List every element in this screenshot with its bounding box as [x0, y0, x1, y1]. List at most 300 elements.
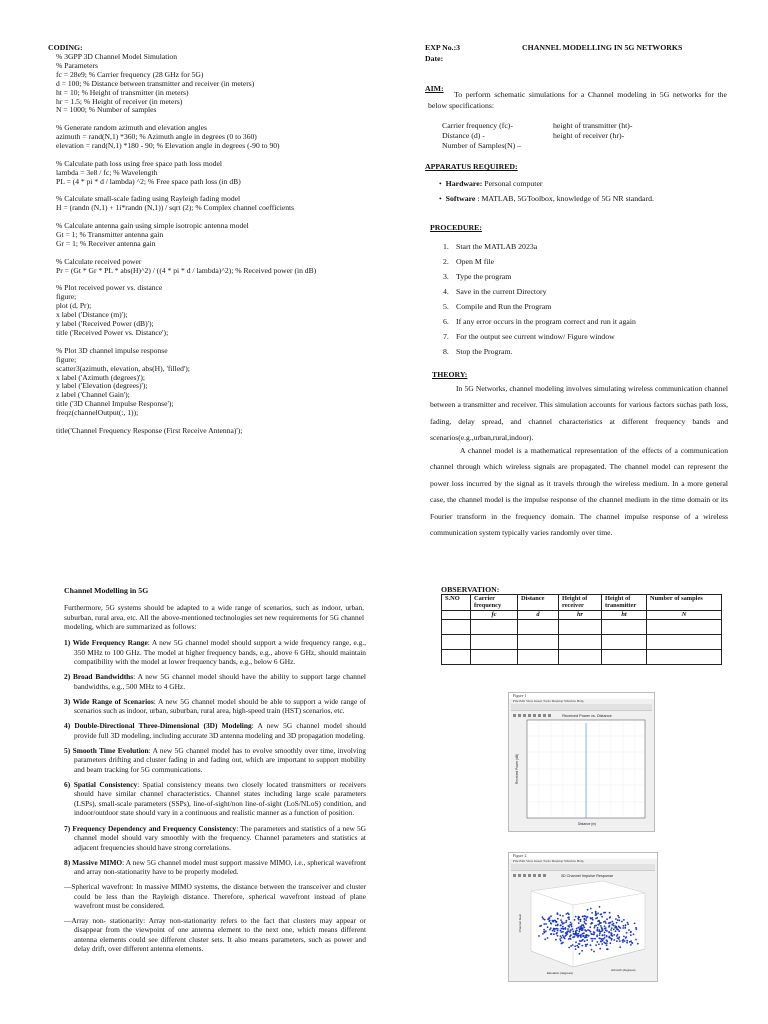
scatter-point	[627, 922, 629, 924]
scatter-point	[617, 929, 619, 931]
scatter-point	[562, 931, 564, 933]
scatter-point	[593, 933, 595, 935]
scatter-point	[625, 924, 627, 926]
scatter-point	[544, 938, 546, 940]
scatter-point	[599, 922, 601, 924]
scatter-point	[609, 942, 611, 944]
dash-item: —Array non- stationarity: Array non-stationarity refers to the fact that clusters may appear or disappear from the viewpoint of one antenna element to the next one, which means different antenna elements could see different cluster sets. It also means parameters, such as power and delay drift, over different antenna elements.	[64, 915, 366, 954]
theory-paragraph-2: A channel model is a mathematical representation of the effects of a communication channel through which wireless signals are propagated. The channel model can represent the power loss incurred by the signal as it travels through the wireless medium. In a more general case, the channel model is the impulse response of the channel medium in the time domain or its Fourier transform in the frequency domain. The channel impulse response of a wireless communication system typically varies randomly over time.	[430, 446, 728, 538]
header-carrier: Carrier frequency	[471, 595, 518, 611]
scatter-point	[583, 925, 585, 927]
symbol-fc: fc	[471, 611, 518, 620]
scatter-point	[572, 931, 574, 933]
header-distance: Distance	[518, 595, 559, 611]
scatter-point	[589, 930, 591, 932]
scatter-point	[600, 913, 602, 915]
experiment-title: CHANNEL MODELLING IN 5G NETWORKS	[522, 43, 683, 52]
code-line: d = 100; % Distance between transmitter and receiver (in meters)	[56, 78, 255, 88]
scatter-point	[619, 946, 621, 948]
scatter-point	[574, 945, 576, 947]
figure-2-menu: File Edit View Insert Tools Desktop Window Help	[513, 859, 584, 863]
code-line: % Calculate antenna gain using simple isotropic antenna model	[56, 221, 249, 231]
scatter-point	[596, 941, 598, 943]
scatter-point	[628, 929, 630, 931]
scatter-point	[605, 922, 607, 924]
scatter-point	[599, 948, 601, 950]
scatter-point	[545, 923, 547, 925]
scatter-point	[622, 940, 624, 942]
scatter-point	[626, 942, 628, 944]
scatter-point	[595, 944, 597, 946]
figure-2-window	[508, 852, 658, 982]
scatter-point	[578, 931, 580, 933]
scatter-point	[591, 917, 593, 919]
scatter-point	[613, 934, 615, 936]
code-line: ht = 10; % Height of transmitter (in meters)	[56, 87, 189, 97]
scatter-point	[634, 923, 636, 925]
scatter-point	[549, 929, 551, 931]
scatter-point	[576, 933, 578, 935]
scatter-point	[611, 939, 613, 941]
scatter-point	[603, 938, 605, 940]
scatter-point	[597, 912, 599, 914]
figure-2-ylabel: Azimuth (degrees)	[611, 968, 636, 972]
channel-heading: Channel Modelling in 5G	[64, 586, 149, 595]
figure-1-window	[508, 692, 655, 832]
figure-2-toolbar	[511, 864, 655, 871]
scatter-point	[581, 929, 583, 931]
scatter-point	[601, 930, 603, 932]
scatter-point	[620, 927, 622, 929]
scatter-point	[591, 940, 593, 942]
code-line: Gt = 1; % Transmitter antenna gain	[56, 230, 164, 240]
scatter-point	[567, 928, 569, 930]
code-line: x label ('Azimuth (degrees)');	[56, 372, 145, 382]
scatter-point	[543, 929, 545, 931]
scatter-point	[601, 943, 603, 945]
scatter-point	[561, 928, 563, 930]
scatter-point	[595, 912, 597, 914]
scatter-point	[567, 917, 569, 919]
scatter-point	[582, 916, 584, 918]
scatter-point	[633, 933, 635, 935]
scatter-point	[580, 919, 582, 921]
scatter-point	[572, 936, 574, 938]
scatter-point	[615, 930, 617, 932]
scatter-point	[567, 931, 569, 933]
scatter-point	[635, 939, 637, 941]
scatter-point	[570, 929, 572, 931]
scatter-point	[576, 930, 578, 932]
figure-2-plot-title: 3D Channel Impulse Response	[560, 874, 614, 878]
scatter-point	[609, 922, 611, 924]
apparatus-item-hardware: • Hardware: Personal computer	[439, 179, 543, 188]
figure-1-toolbar	[511, 704, 652, 711]
apparatus-item-software: • Software : MATLAB, 5GToolbox, knowledge of 5G NR standard.	[439, 194, 654, 203]
scatter-point	[563, 937, 565, 939]
scatter-point	[574, 919, 576, 921]
scatter-point	[604, 925, 606, 927]
scatter-point	[560, 940, 562, 942]
scatter-point	[596, 936, 598, 938]
theory-heading: THEORY:	[432, 370, 468, 379]
figure-2-zlabel: Channel Gain	[518, 913, 522, 933]
scatter-point	[591, 933, 593, 935]
scatter-point	[569, 938, 571, 940]
code-line: % Calculate received power	[56, 256, 142, 266]
scatter-point	[595, 925, 597, 927]
scatter-point	[627, 923, 629, 925]
code-line: y label ('Received Power (dB)');	[56, 319, 154, 329]
code-line: H = (randn (N,1) + 1i*randn (N,1)) / sqrt (2); % Complex channel coefficients	[56, 203, 295, 213]
scatter-point	[542, 933, 544, 935]
scatter-point	[579, 935, 581, 937]
scatter-point	[551, 933, 553, 935]
code-line: title ('Received Power vs. Distance');	[56, 328, 169, 337]
figure-1-plot	[509, 711, 654, 831]
scatter-point	[579, 953, 581, 955]
symbol-d: d	[518, 611, 559, 620]
code-line: fc = 28e9; % Carrier frequency (28 GHz for 5G)	[56, 69, 204, 79]
header-samples: Number of samples	[647, 595, 722, 611]
spec-left	[442, 121, 552, 150]
scatter-point	[576, 945, 578, 947]
scatter-point	[557, 918, 559, 920]
scatter-point	[613, 929, 615, 931]
scatter-point	[581, 926, 583, 928]
scatter-point	[599, 906, 601, 908]
code-line: figure;	[56, 354, 77, 364]
scatter-point	[591, 922, 593, 924]
scatter-point	[596, 930, 598, 932]
spec-distance: Distance (d) -	[442, 130, 485, 140]
code-line: freqz(channelOutput(:, 1));	[56, 408, 139, 418]
scatter-point	[616, 940, 618, 942]
scatter-point	[584, 915, 586, 917]
scatter-point	[624, 927, 626, 929]
date-label: Date:	[425, 54, 444, 63]
scatter-point	[596, 917, 598, 919]
scatter-point	[584, 940, 586, 942]
scatter-point	[559, 914, 561, 916]
scatter-point	[592, 938, 594, 940]
scatter-point	[562, 915, 564, 917]
scatter-point	[560, 919, 562, 921]
scatter-point	[619, 940, 621, 942]
scatter-point	[590, 938, 592, 940]
scatter-point	[589, 926, 591, 928]
scatter-point	[562, 935, 564, 937]
scatter-point	[635, 927, 637, 929]
scatter-point	[544, 932, 546, 934]
scatter-point	[606, 942, 608, 944]
scatter-point	[543, 923, 545, 925]
scatter-point	[592, 919, 594, 921]
spec-right	[553, 121, 693, 141]
code-line: % Plot received power vs. distance	[56, 283, 163, 293]
scatter-point	[552, 920, 554, 922]
procedure-list	[443, 239, 723, 359]
scatter-point	[608, 922, 610, 924]
procedure-step: 1. Start the MATLAB 2023a	[443, 242, 538, 251]
scatter-point	[561, 943, 563, 945]
scatter-point	[562, 926, 564, 928]
code-line: scatter3(azimuth, elevation, abs(H), 'filled');	[56, 363, 190, 373]
scatter-point	[585, 919, 587, 921]
scatter-point	[542, 916, 544, 918]
scatter-point	[622, 927, 624, 929]
scatter-point	[630, 944, 632, 946]
observation-table	[441, 594, 722, 665]
scatter-point	[572, 944, 574, 946]
scatter-point	[583, 918, 585, 920]
scatter-point	[637, 943, 639, 945]
scatter-point	[626, 940, 628, 942]
scatter-point	[572, 928, 574, 930]
scatter-point	[621, 921, 623, 923]
scatter-point	[599, 934, 601, 936]
scatter-point	[597, 924, 599, 926]
scatter-point	[617, 919, 619, 921]
scatter-point	[599, 929, 601, 931]
scatter-point	[581, 945, 583, 947]
scatter-point	[600, 925, 602, 927]
scatter-point	[614, 927, 616, 929]
procedure-step: 7. For the output see current window/ Figure window	[443, 332, 615, 341]
scatter-point	[609, 937, 611, 939]
scatter-point	[585, 944, 587, 946]
scatter-point	[601, 928, 603, 930]
scatter-point	[609, 925, 611, 927]
scatter-point	[582, 939, 584, 941]
procedure-step: 8. Stop the Program.	[443, 347, 513, 356]
scatter-point	[604, 934, 606, 936]
table-row	[442, 650, 722, 665]
header-transmitter: Height of transmitter	[602, 595, 647, 611]
requirement-item: 5) Smooth Time Evolution: A new 5G channel model has to evolve smoothly over time, involving parameters drifting and cluster fading in and fading out, which are important to support mobility and beam tracking for 5G communications.	[64, 745, 366, 774]
scatter-point	[556, 932, 558, 934]
scatter-point	[561, 937, 563, 939]
code-line: Pr = (Gt * Gr * PL * abs(H)^2) / ((4 * pi * d / lambda)^2); % Received power (in dB)	[56, 265, 317, 275]
figure-2-xlabel: Elevation (degrees)	[547, 971, 574, 975]
code-line: azimuth = rand(N,1) *360; % Azimuth angle in degrees (0 to 360)	[56, 132, 257, 142]
requirement-item: 6) Spatial Consistency: Spatial consistency means two closely located transmitters or receivers should have similar channel characteristics. Channel states including large scale parameters (LSPs), small-scale parameters (SSPs), line-of-sight/non line-of-sight (LoS/NLoS) condition, and indoor/outdoor state should vary in a continuous and realistic manner as a function of position.	[64, 779, 366, 818]
figure-2-title-bar: Figure 2	[509, 853, 657, 859]
scatter-point	[619, 919, 621, 921]
scatter-point	[545, 930, 547, 932]
scatter-point	[548, 920, 550, 922]
scatter-point	[588, 935, 590, 937]
header-sno: S.NO	[442, 595, 471, 611]
requirement-item: 7) Frequency Dependency and Frequency Consistency: The parameters and statistics of a new 5G channel model should vary smoothly with the frequency. Channel parameters and statistics at adjacent frequencies should have strong correlations.	[64, 823, 366, 852]
scatter-point	[623, 919, 625, 921]
scatter-point	[584, 937, 586, 939]
channel-intro: Furthermore, 5G systems should be adapted to a wide range of scenarios, such as indoor, urban, suburban, rural area, etc. All the above-mentioned technologies set new requirements for 5G channel modeling, which are summarized as follows:	[64, 603, 364, 631]
scatter-point	[623, 936, 625, 938]
dash-item: —Spherical wavefront: In massive MIMO systems, the distance between the transceiver and cluster could be less than the Rayleigh distance. Therefore, spherical wavefront instead of plane wavefront must be considered.	[64, 882, 366, 911]
code-line: % Generate random azimuth and elevation angles	[56, 123, 207, 133]
procedure-step: 4. Save in the current Directory	[443, 287, 547, 296]
spec-carrier: Carrier frequency (fc)-	[442, 121, 513, 130]
scatter-point	[555, 925, 557, 927]
scatter-point	[547, 926, 549, 928]
table-header-row	[442, 595, 722, 611]
symbol-n: N	[647, 611, 722, 620]
scatter-point	[557, 930, 559, 932]
scatter-point	[616, 922, 618, 924]
code-line: z label ('Channel Gain');	[56, 390, 130, 400]
scatter-point	[583, 921, 585, 923]
scatter-point	[584, 927, 586, 929]
scatter-point	[581, 950, 583, 952]
scatter-point	[606, 930, 608, 932]
scatter-point	[594, 932, 596, 934]
scatter-point	[597, 927, 599, 929]
scatter-point	[579, 943, 581, 945]
scatter-point	[585, 930, 587, 932]
scatter-point	[590, 908, 592, 910]
scatter-point	[590, 944, 592, 946]
scatter-point	[618, 926, 620, 928]
coding-heading: CODING:	[48, 43, 83, 52]
requirement-item: 3) Wide Range of Scenarios: A new 5G channel model should be able to support a wide range of scenarios such as indoor, urban, suburban, rural area, high-speed train (HST) scenarios, etc.	[64, 696, 366, 716]
scatter-point	[550, 915, 552, 917]
scatter-point	[611, 934, 613, 936]
scatter-point	[565, 913, 567, 915]
scatter-point	[613, 923, 615, 925]
scatter-point	[570, 934, 572, 936]
scatter-point	[555, 939, 557, 941]
scatter-point	[570, 945, 572, 947]
scatter-point	[598, 921, 600, 923]
code-line: % Plot 3D channel impulse response	[56, 345, 168, 355]
code-line: y label ('Elevation (degrees)');	[56, 381, 148, 391]
code-line: % Calculate small-scale fading using Rayleigh fading model	[56, 194, 241, 204]
scatter-point	[568, 926, 570, 928]
observation-heading: OBSERVATION:	[441, 585, 500, 594]
table-row	[442, 635, 722, 650]
scatter-point	[579, 940, 581, 942]
scatter-point	[573, 933, 575, 935]
scatter-point	[615, 925, 617, 927]
scatter-point	[553, 933, 555, 935]
code-line: plot (d, Pr);	[56, 301, 92, 311]
header-receiver: Height of receiver	[559, 595, 602, 611]
scatter-point	[569, 924, 571, 926]
spec-ht: height of transmitter (ht)-	[553, 121, 633, 130]
aim-heading: AIM:	[425, 84, 444, 93]
scatter-point	[554, 920, 556, 922]
code-line: lambda = 3e8 / fc; % Wavelength	[56, 167, 158, 177]
code-line: % 3GPP 3D Channel Model Simulation	[56, 52, 178, 61]
scatter-point	[606, 939, 608, 941]
scatter-point	[613, 939, 615, 941]
scatter-point	[563, 922, 565, 924]
scatter-point	[624, 940, 626, 942]
table-symbol-row	[442, 611, 722, 620]
scatter-point	[617, 915, 619, 917]
symbol-ht: ht	[602, 611, 647, 620]
symbol-hr: hr	[559, 611, 602, 620]
scatter-point	[538, 935, 540, 937]
scatter-point	[607, 948, 609, 950]
spec-samples: Number of Samples(N) –	[442, 140, 522, 150]
scatter-point	[587, 909, 589, 911]
scatter-point	[556, 921, 558, 923]
scatter-point	[568, 913, 570, 915]
scatter-point	[598, 943, 600, 945]
scatter-point	[575, 941, 577, 943]
scatter-point	[581, 924, 583, 926]
code-line: title('Channel Frequency Response (First Receive Antenna)');	[56, 425, 243, 435]
scatter-point	[596, 914, 598, 916]
scatter-point	[593, 951, 595, 953]
code-line: Gr = 1; % Receiver antenna gain	[56, 238, 156, 248]
code-line: PL = (4 * pi * d / lambda) ^2; % Free space path loss (in dB)	[56, 176, 241, 186]
scatter-point	[603, 921, 605, 923]
scatter-point	[625, 936, 627, 938]
procedure-step: 2. Open M file	[443, 257, 495, 266]
exp-number: EXP No.:3	[425, 43, 461, 52]
scatter-point	[601, 938, 603, 940]
scatter-point	[587, 916, 589, 918]
scatter-point	[544, 919, 546, 921]
code-block	[56, 53, 316, 436]
scatter-point	[594, 938, 596, 940]
apparatus-heading: APPARATUS REQUIRED:	[425, 162, 518, 171]
scatter-point	[586, 934, 588, 936]
scatter-point	[630, 931, 632, 933]
scatter-point	[611, 921, 613, 923]
scatter-point	[594, 927, 596, 929]
scatter-point	[577, 918, 579, 920]
code-line: N = 1000; % Number of samples	[56, 105, 157, 115]
figure-1-plot-title: Received Power vs. Distance	[562, 714, 612, 718]
scatter-point	[550, 923, 552, 925]
channel-requirements	[64, 638, 366, 959]
scatter-point	[616, 935, 618, 937]
scatter-point	[565, 928, 567, 930]
scatter-point	[557, 935, 559, 937]
scatter-point	[611, 927, 613, 929]
scatter-point	[557, 925, 559, 927]
scatter-point	[586, 944, 588, 946]
scatter-point	[591, 912, 593, 914]
procedure-step: 3. Type the program	[443, 272, 512, 281]
scatter-point	[571, 926, 573, 928]
scatter-point	[560, 935, 562, 937]
figure-1-ylabel: Received Power (dB)	[515, 753, 519, 785]
scatter-point	[630, 934, 632, 936]
scatter-point	[575, 948, 577, 950]
scatter-point	[604, 932, 606, 934]
scatter-point	[606, 944, 608, 946]
scatter-point	[575, 916, 577, 918]
scatter-point	[578, 922, 580, 924]
code-line: x label ('Distance (m)');	[56, 310, 128, 320]
scatter-point	[576, 928, 578, 930]
scatter-point	[562, 942, 564, 944]
requirement-item: 8) Massive MIMO: A new 5G channel model must support massive MIMO, i.e., spherical wavefront and array non-stationarity have to be properly modeled.	[64, 857, 366, 877]
scatter-point	[623, 925, 625, 927]
scatter-point	[608, 932, 610, 934]
scatter-point	[554, 930, 556, 932]
scatter-point	[583, 935, 585, 937]
procedure-heading: PROCEDURE:	[430, 223, 482, 232]
scatter-point	[618, 936, 620, 938]
scatter-point	[598, 937, 600, 939]
scatter-point	[604, 912, 606, 914]
